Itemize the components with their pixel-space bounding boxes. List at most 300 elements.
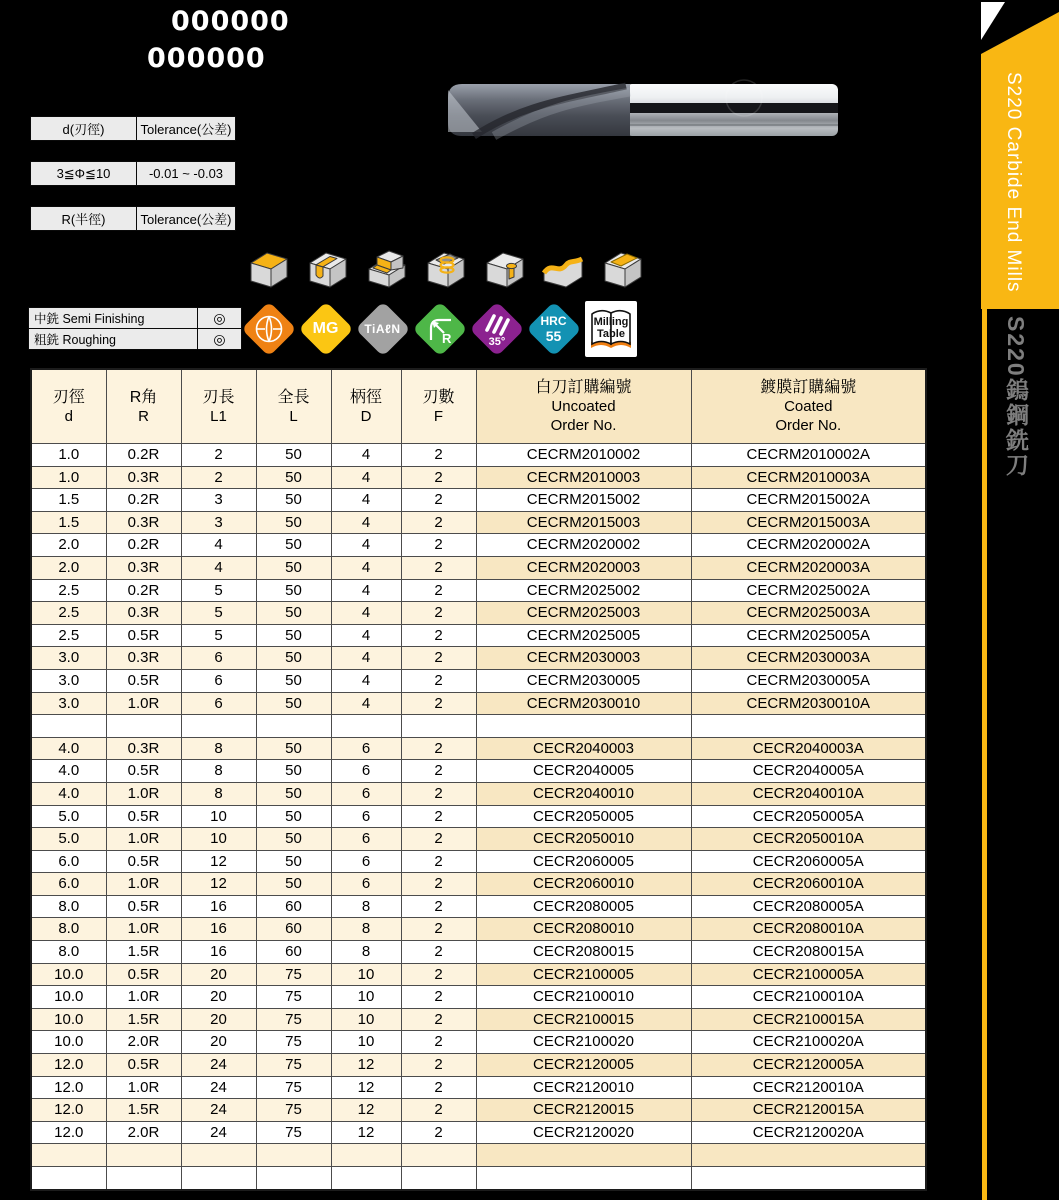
order-no-cell: CECR2120020A [691, 1121, 926, 1144]
spec-cell: 60 [256, 895, 331, 918]
spec-cell: 1.0 [31, 466, 106, 489]
spec-cell: 1.5R [106, 1008, 181, 1031]
tolerance-label: R(半徑) [31, 207, 137, 230]
table-row [31, 1031, 926, 1054]
spec-cell: 10 [181, 828, 256, 851]
spec-cell: 1.0R [106, 986, 181, 1009]
spec-cell: 50 [256, 669, 331, 692]
spec-cell: 1.0R [106, 692, 181, 715]
spec-cell: 20 [181, 1031, 256, 1054]
spec-cell: 50 [256, 850, 331, 873]
spec-cell: 2 [401, 579, 476, 602]
hardness-value-label: 55 [545, 327, 562, 344]
spec-cell: 4 [331, 579, 401, 602]
table-row [31, 737, 926, 760]
badge-row [240, 300, 637, 357]
table-row [31, 963, 926, 986]
spec-cell: 2 [401, 805, 476, 828]
column-header: 白刀訂購編號 Uncoated Order No. [476, 369, 691, 444]
order-no-cell: CECRM2010002 [476, 444, 691, 467]
table-row [31, 1099, 926, 1122]
table-row [31, 805, 926, 828]
spec-cell: 75 [256, 963, 331, 986]
end-mill-cross-section-icon [252, 312, 286, 346]
spec-cell: 2 [401, 941, 476, 964]
table-row [31, 895, 926, 918]
order-no-cell: CECR2080005 [476, 895, 691, 918]
table-row [31, 534, 926, 557]
spec-cell [181, 1167, 256, 1190]
order-no-cell: CECRM2025003A [691, 602, 926, 625]
table-row [31, 647, 926, 670]
spec-cell: 5.0 [31, 805, 106, 828]
spec-cell: 6 [331, 850, 401, 873]
spec-cell [256, 1144, 331, 1167]
spec-cell: 10 [331, 1031, 401, 1054]
order-no-cell [476, 1144, 691, 1167]
spec-cell: 2 [401, 602, 476, 625]
application-row [29, 329, 241, 349]
tolerance-label: d(刃徑) [31, 117, 137, 140]
helix-angle-badge [468, 300, 525, 357]
spec-cell: 1.0R [106, 873, 181, 896]
order-no-cell: CECRM2015003 [476, 511, 691, 534]
spec-cell: 8 [181, 737, 256, 760]
spec-cell: 6 [181, 692, 256, 715]
corner-radius-icon [422, 311, 458, 347]
spec-cell: 1.5R [106, 941, 181, 964]
order-no-cell: CECR2120020 [476, 1121, 691, 1144]
table-row [31, 579, 926, 602]
order-no-cell: CECR2040005 [476, 760, 691, 783]
order-no-cell: CECR2050010A [691, 828, 926, 851]
face-milling-icon [245, 247, 291, 291]
order-no-cell: CECR2080015A [691, 941, 926, 964]
order-no-cell: CECR2120015 [476, 1099, 691, 1122]
spec-cell: 24 [181, 1099, 256, 1122]
spec-cell: 16 [181, 895, 256, 918]
table-row [31, 511, 926, 534]
spec-cell: 0.5R [106, 1054, 181, 1077]
spec-cell: 6 [331, 873, 401, 896]
spec-cell: 4 [331, 624, 401, 647]
table-row [31, 1008, 926, 1031]
spec-cell [331, 715, 401, 738]
spec-cell: 4 [331, 602, 401, 625]
spec-cell: 2 [401, 1031, 476, 1054]
application-rating: ◎ [213, 330, 226, 347]
spec-cell: 4 [331, 511, 401, 534]
spec-cell: 0.5R [106, 805, 181, 828]
order-no-cell: CECR2120005A [691, 1054, 926, 1077]
table-row [31, 715, 926, 738]
spec-cell: 50 [256, 556, 331, 579]
spec-cell: 2 [401, 986, 476, 1009]
table-row [31, 1144, 926, 1167]
spec-cell: 2.0 [31, 556, 106, 579]
spec-cell: 0.5R [106, 760, 181, 783]
spec-cell: 75 [256, 1076, 331, 1099]
milling-table-book-icon [588, 304, 634, 354]
table-row [31, 669, 926, 692]
spec-cell: 50 [256, 624, 331, 647]
spec-cell: 2 [401, 828, 476, 851]
order-no-cell: CECRM2020002A [691, 534, 926, 557]
spec-cell [31, 715, 106, 738]
order-no-cell: CECRM2015002 [476, 489, 691, 512]
spec-cell: 2 [401, 873, 476, 896]
order-no-cell: CECR2050005 [476, 805, 691, 828]
order-no-cell: CECR2040005A [691, 760, 926, 783]
order-no-cell: CECRM2015003A [691, 511, 926, 534]
order-no-cell [691, 1167, 926, 1190]
spec-cell: 6 [331, 760, 401, 783]
spec-cell: 75 [256, 1054, 331, 1077]
order-no-cell: CECR2050010 [476, 828, 691, 851]
spec-cell: 10 [181, 805, 256, 828]
spec-cell: 50 [256, 760, 331, 783]
drilling-icon [481, 247, 527, 291]
spec-cell: 10.0 [31, 963, 106, 986]
spec-cell: 2 [401, 556, 476, 579]
spec-cell: 5 [181, 579, 256, 602]
spec-cell: 6 [331, 737, 401, 760]
spec-cell: 0.5R [106, 895, 181, 918]
table-row [31, 602, 926, 625]
milling-label: Milling [593, 315, 629, 328]
column-header: 刃數 F [401, 369, 476, 444]
spec-cell: 50 [256, 737, 331, 760]
spec-cell: 24 [181, 1076, 256, 1099]
table-row [31, 1121, 926, 1144]
order-no-cell: CECR2100020 [476, 1031, 691, 1054]
spec-cell: 2.5 [31, 602, 106, 625]
column-header: 刃徑 d [31, 369, 106, 444]
spec-cell: 50 [256, 534, 331, 557]
spec-cell: 4 [331, 466, 401, 489]
tolerance-value: Tolerance(公差) [140, 122, 232, 137]
spec-cell: 0.5R [106, 624, 181, 647]
spec-cell: 1.5 [31, 511, 106, 534]
spec-cell: 2 [181, 466, 256, 489]
spec-cell: 12 [331, 1076, 401, 1099]
spec-cell: 2 [401, 624, 476, 647]
spec-cell: 1.5R [106, 1099, 181, 1122]
spec-cell [181, 1144, 256, 1167]
spec-cell: 10.0 [31, 986, 106, 1009]
spec-cell: 2 [401, 692, 476, 715]
spec-cell: 10 [331, 986, 401, 1009]
order-no-cell: CECRM2025002 [476, 579, 691, 602]
spec-cell: 12 [331, 1054, 401, 1077]
spec-cell: 3.0 [31, 647, 106, 670]
spec-cell: 50 [256, 805, 331, 828]
spec-cell: 16 [181, 941, 256, 964]
table-row [31, 466, 926, 489]
spec-cell: 2.5 [31, 624, 106, 647]
spec-cell: 50 [256, 602, 331, 625]
spec-cell: 8 [331, 941, 401, 964]
table-row [31, 692, 926, 715]
spec-cell: 4 [331, 556, 401, 579]
spec-cell: 8.0 [31, 918, 106, 941]
spec-cell: 2 [401, 647, 476, 670]
step-milling-icon [363, 247, 409, 291]
order-no-cell: CECRM2030003A [691, 647, 926, 670]
spec-table [30, 368, 927, 1191]
spec-cell: 8 [331, 918, 401, 941]
order-no-cell: CECR2120005 [476, 1054, 691, 1077]
spec-cell: 24 [181, 1054, 256, 1077]
spec-cell: 0.2R [106, 534, 181, 557]
spec-cell: 4.0 [31, 760, 106, 783]
tolerance-value: Tolerance(公差) [140, 212, 232, 227]
spec-cell: 2 [401, 1076, 476, 1099]
order-no-cell: CECR2060010A [691, 873, 926, 896]
application-label: 粗銑 Roughing [29, 329, 198, 349]
spec-cell: 10 [331, 1008, 401, 1031]
spec-cell: 4 [331, 444, 401, 467]
table-row [31, 986, 926, 1009]
order-no-cell: CECR2050005A [691, 805, 926, 828]
spec-cell: 1.5 [31, 489, 106, 512]
application-label: 中銑 Semi Finishing [29, 308, 198, 328]
spec-cell: 4 [331, 489, 401, 512]
header-row [31, 369, 926, 444]
spec-cell [31, 1167, 106, 1190]
table-row [31, 918, 926, 941]
tolerance-tables [30, 116, 236, 251]
spec-cell: 10.0 [31, 1008, 106, 1031]
table-label: Table [597, 327, 625, 340]
spec-cell: 2.0R [106, 1121, 181, 1144]
spec-cell [401, 1144, 476, 1167]
spec-cell: 50 [256, 489, 331, 512]
order-no-cell: CECR2100020A [691, 1031, 926, 1054]
spec-cell: 1.0R [106, 828, 181, 851]
table-row [31, 941, 926, 964]
spec-cell: 2 [401, 1008, 476, 1031]
spec-cell: 0.3R [106, 556, 181, 579]
spec-cell: 12 [331, 1121, 401, 1144]
spec-cell [106, 1167, 181, 1190]
order-no-cell: CECR2080010 [476, 918, 691, 941]
spec-cell: 0.2R [106, 489, 181, 512]
column-header: 鍍膜訂購編號 Coated Order No. [691, 369, 926, 444]
spec-cell: 12.0 [31, 1099, 106, 1122]
spec-cell: 12 [331, 1099, 401, 1122]
order-no-cell: CECR2040010A [691, 782, 926, 805]
spec-cell: 50 [256, 466, 331, 489]
order-no-cell: CECR2080005A [691, 895, 926, 918]
spec-cell: 4 [181, 534, 256, 557]
spec-cell: 75 [256, 1031, 331, 1054]
order-no-cell: CECRM2030010 [476, 692, 691, 715]
order-no-cell: CECR2100010A [691, 986, 926, 1009]
spec-cell: 8.0 [31, 895, 106, 918]
spec-cell: 0.3R [106, 602, 181, 625]
spec-cell: 2 [401, 1099, 476, 1122]
series-vertical-label: S220鎢鋼銑刀 [1003, 316, 1029, 478]
order-no-cell: CECRM2025005A [691, 624, 926, 647]
tolerance-table [30, 161, 236, 186]
spec-cell: 50 [256, 511, 331, 534]
spec-cell: 50 [256, 647, 331, 670]
spec-cell: 75 [256, 986, 331, 1009]
helical-interpolation-icon [422, 247, 468, 291]
spec-cell [31, 1144, 106, 1167]
spec-cell: 0.2R [106, 444, 181, 467]
spec-cell: 20 [181, 963, 256, 986]
spec-cell [256, 1167, 331, 1190]
spec-cell: 4 [331, 692, 401, 715]
order-no-cell: CECRM2015002A [691, 489, 926, 512]
spec-cell [256, 715, 331, 738]
spec-cell: 2 [401, 1054, 476, 1077]
mg-grade-badge [297, 300, 354, 357]
spec-cell: 1.0R [106, 1076, 181, 1099]
spec-cell: 20 [181, 986, 256, 1009]
application-table [28, 307, 242, 350]
mg-label: MG [312, 319, 339, 337]
spec-cell: 2 [401, 466, 476, 489]
spec-cell: 0.3R [106, 647, 181, 670]
order-no-cell: CECR2120015A [691, 1099, 926, 1122]
spec-cell: 0.3R [106, 737, 181, 760]
series-banner-label: S220 Carbide End Mills [1003, 72, 1024, 293]
radius-label: R [441, 330, 451, 346]
spec-cell [401, 1167, 476, 1190]
order-no-cell: CECRM2025003 [476, 602, 691, 625]
helix-angle-label: 35° [488, 335, 505, 348]
column-header: 全長 L [256, 369, 331, 444]
spec-cell: 2.0 [31, 534, 106, 557]
spec-cell: 60 [256, 918, 331, 941]
spec-cell [106, 715, 181, 738]
order-no-cell: CECR2040010 [476, 782, 691, 805]
order-no-cell [476, 715, 691, 738]
order-no-cell: CECR2100005A [691, 963, 926, 986]
order-no-cell [476, 1167, 691, 1190]
spec-cell: 2 [401, 511, 476, 534]
order-no-cell: CECR2100010 [476, 986, 691, 1009]
table-row [31, 444, 926, 467]
table-row [31, 760, 926, 783]
coating-badge [354, 300, 411, 357]
spec-cell: 5 [181, 624, 256, 647]
spec-cell: 2.5 [31, 579, 106, 602]
spec-cell: 75 [256, 1099, 331, 1122]
order-no-cell: CECRM2010003A [691, 466, 926, 489]
milling-table-badge [585, 301, 637, 357]
spec-cell: 10 [331, 963, 401, 986]
spec-cell [331, 1144, 401, 1167]
order-no-cell: CECRM2010002A [691, 444, 926, 467]
spec-cell: 16 [181, 918, 256, 941]
spec-cell: 8 [181, 760, 256, 783]
spec-cell: 5 [181, 602, 256, 625]
spec-cell: 8 [181, 782, 256, 805]
order-no-cell [691, 1144, 926, 1167]
order-no-cell: CECR2100015A [691, 1008, 926, 1031]
spec-cell: 2 [401, 963, 476, 986]
order-no-cell: CECRM2030003 [476, 647, 691, 670]
spec-cell: 0.5R [106, 850, 181, 873]
spec-cell [331, 1167, 401, 1190]
tolerance-value: -0.01 ~ -0.03 [148, 166, 224, 181]
column-header: R角 R [106, 369, 181, 444]
spec-cell: 5.0 [31, 828, 106, 851]
order-no-cell: CECR2120010 [476, 1076, 691, 1099]
spec-cell: 4 [331, 669, 401, 692]
tolerance-label: 3≦Φ≦10 [31, 162, 137, 185]
spec-cell: 60 [256, 941, 331, 964]
pocket-milling-icon [599, 247, 645, 291]
order-no-cell: CECR2080010A [691, 918, 926, 941]
spec-cell: 8.0 [31, 941, 106, 964]
spec-cell: 2 [181, 444, 256, 467]
spec-cell: 2 [401, 850, 476, 873]
spec-cell: 6 [181, 669, 256, 692]
order-no-cell: CECRM2020002 [476, 534, 691, 557]
corner-wedge-decoration [981, 2, 1005, 40]
spec-cell: 6.0 [31, 873, 106, 896]
spec-cell: 2 [401, 444, 476, 467]
hardness-badge [525, 300, 582, 357]
order-no-cell: CECR2060005 [476, 850, 691, 873]
spec-cell: 3 [181, 489, 256, 512]
spec-cell: 4.0 [31, 737, 106, 760]
column-header: 刃長 L1 [181, 369, 256, 444]
spec-cell: 2 [401, 669, 476, 692]
order-no-cell [691, 715, 926, 738]
column-header: 柄徑 D [331, 369, 401, 444]
helix-icon [478, 310, 516, 348]
spec-cell: 2 [401, 760, 476, 783]
spec-cell: 12 [181, 850, 256, 873]
spec-cell: 3.0 [31, 669, 106, 692]
order-no-cell: CECR2040003 [476, 737, 691, 760]
spec-cell: 0.3R [106, 511, 181, 534]
corner-radius-badge [411, 300, 468, 357]
spec-cell [401, 715, 476, 738]
sidebar-accent-line [982, 309, 987, 1200]
spec-cell: 75 [256, 1121, 331, 1144]
order-no-cell: CECR2120010A [691, 1076, 926, 1099]
table-row [31, 624, 926, 647]
spec-cell: 12.0 [31, 1121, 106, 1144]
spec-cell: 20 [181, 1008, 256, 1031]
end-mill-photo [440, 60, 852, 152]
hardness-scale-label: HRC [540, 313, 567, 328]
table-row [31, 556, 926, 579]
order-no-cell: CECRM2020003 [476, 556, 691, 579]
spec-cell: 1.0R [106, 782, 181, 805]
tolerance-table [30, 116, 236, 141]
spec-cell: 2 [401, 895, 476, 918]
application-row [29, 308, 241, 329]
table-row [31, 850, 926, 873]
spec-cell: 12 [181, 873, 256, 896]
spec-cell: 4 [331, 647, 401, 670]
coating-label: TiAℓN [364, 321, 401, 336]
spec-cell: 2 [401, 489, 476, 512]
spec-cell: 2 [401, 918, 476, 941]
spec-cell: 24 [181, 1121, 256, 1144]
table-row [31, 828, 926, 851]
order-no-cell: CECR2060005A [691, 850, 926, 873]
table-row [31, 1167, 926, 1190]
